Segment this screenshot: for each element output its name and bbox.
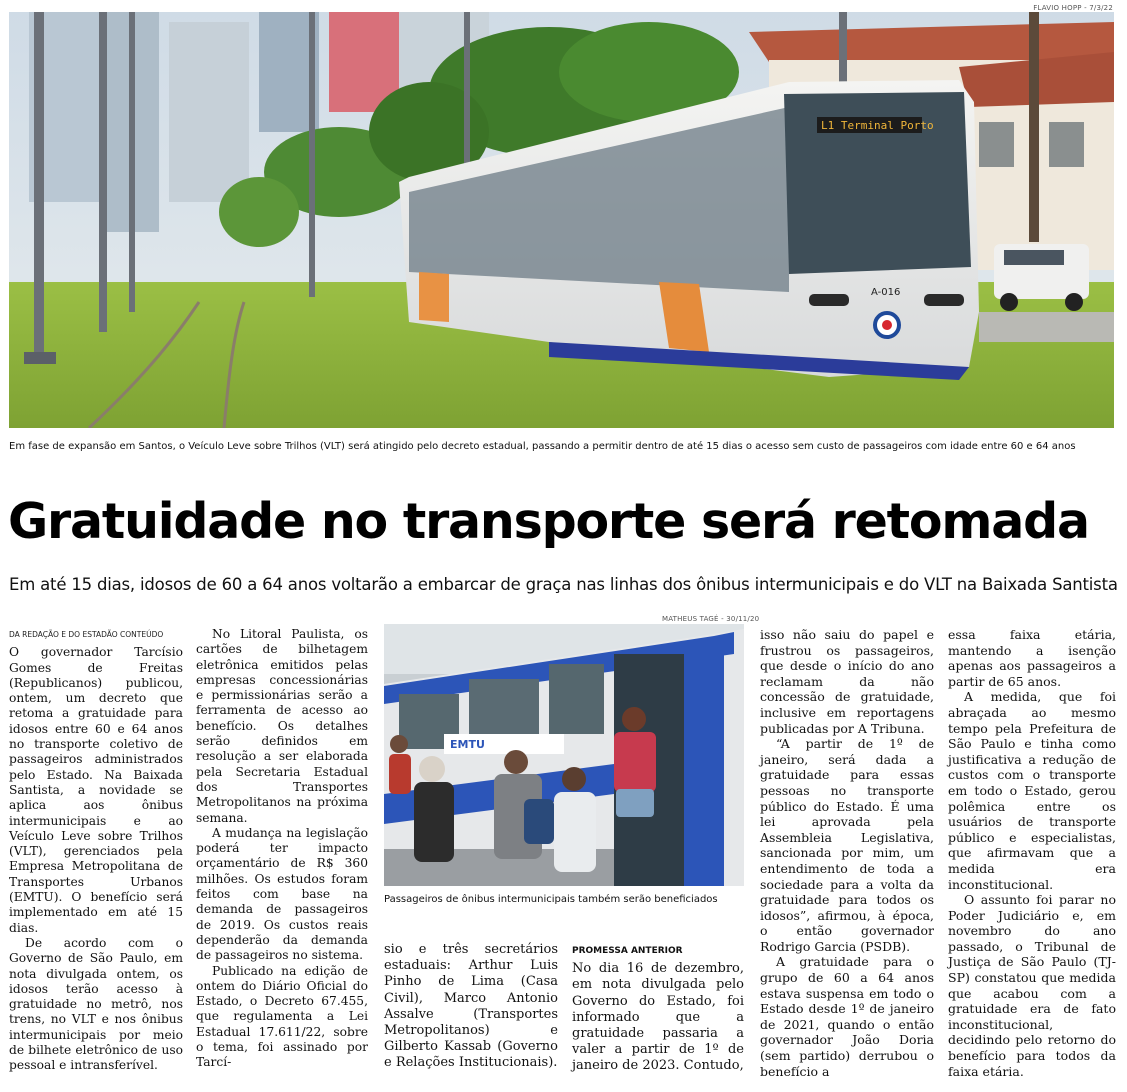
column-6-paragraph-2: A medida, que foi abraçada ao mesmo tempo pela Prefeitura de São Paulo e tinha como justificativa a redução de custos com o transporte em todo o Estado, gerou polêmica entre os usuários de transporte público e especialistas, que afirmavam que a medida era inconstitucional. — [948, 689, 1116, 892]
intercity-bus-photo — [384, 624, 744, 886]
column-3-paragraph-1: sio e três secretários estaduais: Arthur Luis Pinho de Lima (Casa Civil), Marco Antonio Assalve (Transportes Metropolitanos) e Gilberto Kassab (Governo e Relações Institucionais). — [384, 942, 558, 1071]
top-photo-caption: Em fase de expansão em Santos, o Veículo Leve sobre Trilhos (VLT) será atingido pelo decreto estadual, passando a permitir dentro de até 15 dias o acesso sem custo de passageiros com idade entre 60 e 64 anos — [9, 441, 1076, 452]
bus-photo — [384, 624, 744, 886]
tram-number: A-016 — [871, 287, 901, 298]
bus-sign: EMTU — [450, 738, 485, 751]
column-5-paragraph-3: A gratuidade para o grupo de 60 a 64 anos estava suspensa em todo o Estado desde 1º de janeiro de 2021, quando o então governador João Doria (sem partido) derrubou o benefício a — [760, 954, 934, 1079]
article-column-2 — [196, 627, 368, 1071]
subheadline: Em até 15 dias, idosos de 60 a 64 anos voltarão a embarcar de graça nas linhas dos ônibus intermunicipais e do VLT na Baixada Santista — [9, 575, 1118, 594]
headline: Gratuidade no transporte será retomada — [8, 493, 1089, 550]
column-5-paragraph-1: isso não saiu do papel e frustrou os passageiros, que desde o início do ano reclamam da não concessão de gratuidade, inclusive em reportagens publicadas por A Tribuna. — [760, 627, 934, 736]
column-1-paragraph-1: O governador Tarcísio Gomes de Freitas (Republicanos) publicou, ontem, um decreto que retoma a gratuidade para idosos entre 60 e 64 anos no transporte coletivo de passageiros administrados pelo Estado. Na Baixada Santista, a novidade se aplica aos ônibus intermunicipais e ao Veículo Leve sobre Trilhos (VLT), gerenciados pela Empresa Metropolitana de Transportes Urbanos (EMTU). O benefício será implementado em até 15 dias. — [9, 645, 183, 935]
top-photo-credit: FLAVIO HOPP - 7/3/22 — [1033, 4, 1113, 12]
article-column-1 — [9, 627, 183, 1074]
byline: DA REDAÇÃO E DO ESTADÃO CONTEÚDO — [9, 630, 164, 639]
bus-photo-caption: Passageiros de ônibus intermunicipais também serão beneficiados — [384, 894, 718, 905]
column-4-paragraph-1: No dia 16 de dezembro, em nota divulgada pelo Governo do Estado, foi informado que a gratuidade passaria a valer a partir de 1º de janeiro de 2023. Contudo, — [572, 961, 744, 1074]
column-2-paragraph-1: No Litoral Paulista, os cartões de bilhetagem eletrônica emitidos pelas empresas concessionárias e permissionárias serão a ferramenta de acesso ao benefício. Os detalhes serão definidos em resolução a ser elaborada pela Secretaria Estadual dos Transportes Metropolitanos na próxima semana. — [196, 627, 368, 825]
column-6-paragraph-3: O assunto foi parar no Poder Judiciário e, em novembro do ano passado, o Tribunal de Justiça de São Paulo (TJ-SP) constatou que medida que acabou com a gratuidade era de fato inconstitucional, decidindo pelo retorno do benefício para todos da faixa etária. — [948, 892, 1116, 1079]
section-kicker: PROMESSA ANTERIOR — [572, 946, 683, 956]
bus-photo-credit: MATHEUS TAGÉ - 30/11/20 — [662, 615, 760, 623]
column-1-paragraph-2: De acordo com o Governo de São Paulo, em nota divulgada ontem, os idosos terão acesso à gratuidade no metrô, nos trens, no VLT e nos ônibus intermunicipais por meio de bilhete eletrônico de uso pessoal e intransferível. — [9, 935, 183, 1073]
article-column-6 — [948, 627, 1116, 1079]
vlt-tram-photo — [9, 12, 1114, 428]
column-2-paragraph-2: A mudança na legislação poderá ter impacto orçamentário de R$ 360 milhões. Os estudos foram feitos com base na demanda de passageiros de 2019. Os custos reais dependerão da demanda de passageiros no sistema. — [196, 825, 368, 963]
tram-destination-sign: L1 Terminal Porto — [821, 119, 934, 132]
column-2-paragraph-3: Publicado na edição de ontem do Diário Oficial do Estado, o Decreto 67.455, que regulamenta a Lei Estadual 17.611/22, sobre o tema, foi assinado por Tarcí- — [196, 963, 368, 1070]
top-photo — [9, 12, 1114, 428]
column-5-paragraph-2: “A partir de 1º de janeiro, será dada a gratuidade para essas pessoas no transporte público do Estado. É uma lei aprovada pela Assembleia Legislativa, sancionada por mim, um entendimento de toda a sociedade para a volta da gratuidade para todos os idosos”, afirmou, à época, o então governador Rodrigo Garcia (PSDB). — [760, 736, 934, 954]
article-column-5 — [760, 627, 934, 1079]
column-6-paragraph-1: essa faixa etária, mantendo a isenção apenas aos passageiros a partir de 65 anos. — [948, 627, 1116, 689]
article-column-4 — [572, 943, 744, 1075]
article-column-3 — [384, 942, 558, 1072]
